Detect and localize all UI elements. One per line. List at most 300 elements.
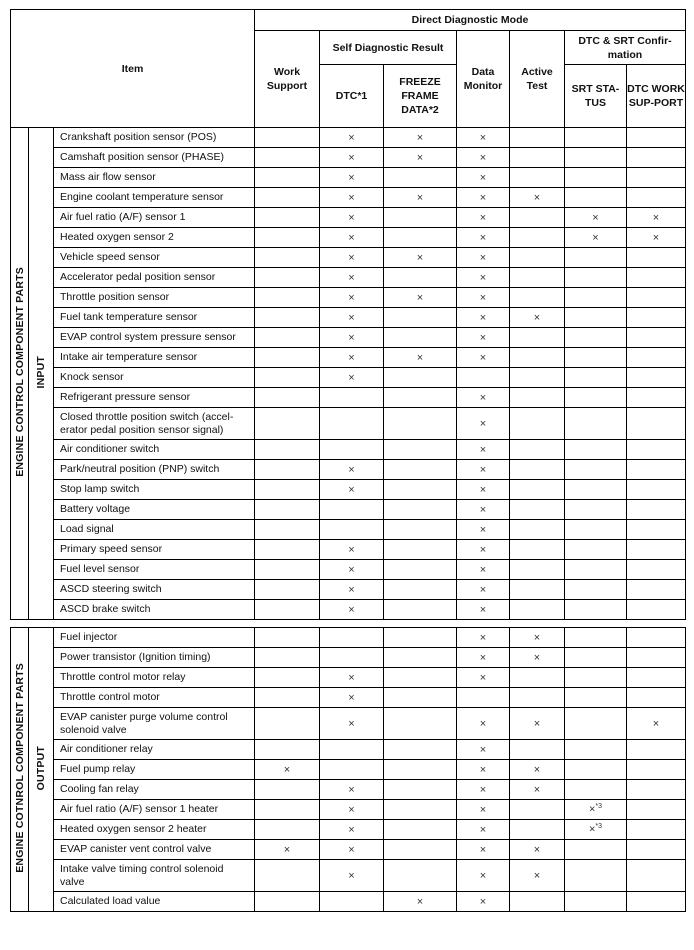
check-mark: × <box>320 288 384 308</box>
check-mark: × <box>457 780 510 800</box>
item-name: ASCD brake switch <box>54 600 255 620</box>
empty-cell <box>510 668 565 688</box>
empty-cell <box>384 628 457 648</box>
empty-cell <box>627 348 686 368</box>
empty-cell <box>627 440 686 460</box>
empty-cell <box>510 148 565 168</box>
empty-cell <box>255 708 320 740</box>
empty-cell <box>565 860 627 892</box>
table-row <box>11 648 686 668</box>
empty-cell <box>384 228 457 248</box>
check-mark: × <box>510 708 565 740</box>
empty-cell <box>510 348 565 368</box>
check-mark: × <box>457 740 510 760</box>
item-name: Stop lamp switch <box>54 480 255 500</box>
empty-cell <box>510 440 565 460</box>
check-mark: × <box>457 520 510 540</box>
empty-cell <box>565 368 627 388</box>
empty-cell <box>320 440 384 460</box>
item-name: Power transistor (Ignition timing) <box>54 648 255 668</box>
empty-cell <box>627 820 686 840</box>
empty-cell <box>320 500 384 520</box>
check-mark: × <box>457 288 510 308</box>
table-row <box>11 128 686 148</box>
empty-cell <box>565 128 627 148</box>
check-mark: × <box>457 408 510 440</box>
empty-cell <box>510 248 565 268</box>
check-mark: × <box>384 288 457 308</box>
empty-cell <box>384 820 457 840</box>
empty-cell <box>320 760 384 780</box>
empty-cell <box>255 148 320 168</box>
table-row <box>11 740 686 760</box>
empty-cell <box>510 388 565 408</box>
check-mark: × <box>565 228 627 248</box>
check-mark: × <box>510 760 565 780</box>
check-mark: × <box>457 760 510 780</box>
check-mark: × <box>457 208 510 228</box>
empty-cell <box>565 248 627 268</box>
empty-cell <box>384 480 457 500</box>
empty-cell <box>255 688 320 708</box>
table-row <box>11 820 686 840</box>
check-mark: × <box>457 860 510 892</box>
table-row <box>11 208 686 228</box>
check-mark: × <box>320 668 384 688</box>
empty-cell <box>565 460 627 480</box>
item-name: Camshaft position sensor (PHASE) <box>54 148 255 168</box>
empty-cell <box>627 860 686 892</box>
item-name: Mass air flow sensor <box>54 168 255 188</box>
empty-cell <box>510 520 565 540</box>
item-name: Calculated load value <box>54 892 255 912</box>
item-name: Throttle position sensor <box>54 288 255 308</box>
empty-cell <box>627 188 686 208</box>
check-mark: × <box>320 248 384 268</box>
category-text: ENGINE COTNROL COMPONENT PARTS <box>13 663 26 873</box>
empty-cell <box>627 688 686 708</box>
empty-cell <box>384 460 457 480</box>
empty-cell <box>384 648 457 668</box>
empty-cell <box>320 628 384 648</box>
empty-cell <box>255 268 320 288</box>
empty-cell <box>255 800 320 820</box>
empty-cell <box>565 188 627 208</box>
empty-cell <box>565 148 627 168</box>
empty-cell <box>627 648 686 668</box>
empty-cell <box>320 520 384 540</box>
header-work-support: Work Support <box>255 31 320 128</box>
empty-cell <box>627 408 686 440</box>
check-mark: × <box>457 388 510 408</box>
empty-cell <box>627 600 686 620</box>
check-mark: × <box>320 540 384 560</box>
item-name: EVAP canister purge volume control solenoid valve <box>54 708 255 740</box>
empty-cell <box>384 328 457 348</box>
empty-cell <box>627 840 686 860</box>
empty-cell <box>565 500 627 520</box>
table-row <box>11 840 686 860</box>
check-mark: × <box>565 208 627 228</box>
check-mark: × <box>320 268 384 288</box>
check-mark: × <box>510 628 565 648</box>
check-mark: × <box>457 600 510 620</box>
empty-cell <box>384 860 457 892</box>
item-name: EVAP control system pressure sensor <box>54 328 255 348</box>
empty-cell <box>255 580 320 600</box>
empty-cell <box>384 760 457 780</box>
table-row <box>11 228 686 248</box>
check-mark: × <box>255 840 320 860</box>
empty-cell <box>384 800 457 820</box>
empty-cell <box>384 500 457 520</box>
item-name: Fuel injector <box>54 628 255 648</box>
empty-cell <box>255 440 320 460</box>
footnote-mark: *3 <box>595 823 603 831</box>
empty-cell <box>255 780 320 800</box>
empty-cell <box>565 560 627 580</box>
table-row <box>11 408 686 440</box>
check-mark: × <box>457 560 510 580</box>
item-name: Refrigerant pressure sensor <box>54 388 255 408</box>
empty-cell <box>510 268 565 288</box>
subcategory-label <box>29 628 54 912</box>
check-mark: × <box>320 480 384 500</box>
check-mark: × <box>510 188 565 208</box>
check-mark: × <box>320 840 384 860</box>
empty-cell <box>320 388 384 408</box>
empty-cell <box>565 708 627 740</box>
check-mark: × <box>457 480 510 500</box>
check-mark: × <box>457 328 510 348</box>
check-mark: × <box>320 708 384 740</box>
empty-cell <box>565 520 627 540</box>
empty-cell <box>384 600 457 620</box>
check-mark: × <box>457 128 510 148</box>
empty-cell <box>627 248 686 268</box>
empty-cell <box>255 820 320 840</box>
table-row <box>11 560 686 580</box>
check-mark: × <box>384 892 457 912</box>
empty-cell <box>384 540 457 560</box>
empty-cell <box>510 820 565 840</box>
empty-cell <box>510 288 565 308</box>
empty-cell <box>384 740 457 760</box>
empty-cell <box>627 560 686 580</box>
empty-cell <box>565 288 627 308</box>
empty-cell <box>565 740 627 760</box>
empty-cell <box>627 668 686 688</box>
diagnostic-mode-table <box>10 9 686 912</box>
empty-cell <box>627 308 686 328</box>
empty-cell <box>510 580 565 600</box>
empty-cell <box>320 408 384 440</box>
check-mark: × <box>384 148 457 168</box>
item-name: Fuel tank temperature sensor <box>54 308 255 328</box>
empty-cell <box>255 628 320 648</box>
check-mark: × <box>457 188 510 208</box>
empty-cell <box>384 168 457 188</box>
item-name: Vehicle speed sensor <box>54 248 255 268</box>
empty-cell <box>565 328 627 348</box>
empty-cell <box>255 408 320 440</box>
check-mark: × <box>457 628 510 648</box>
check-mark: × <box>457 840 510 860</box>
empty-cell <box>565 840 627 860</box>
empty-cell <box>510 800 565 820</box>
check-mark: × <box>457 708 510 740</box>
empty-cell <box>565 628 627 648</box>
empty-cell <box>255 248 320 268</box>
empty-cell <box>627 268 686 288</box>
table-row <box>11 480 686 500</box>
table-row <box>11 800 686 820</box>
table-row <box>11 520 686 540</box>
empty-cell <box>565 892 627 912</box>
empty-cell <box>565 480 627 500</box>
item-name: Engine coolant temperature sensor <box>54 188 255 208</box>
empty-cell <box>384 708 457 740</box>
empty-cell <box>627 500 686 520</box>
check-mark: × <box>457 268 510 288</box>
item-name: Cooling fan relay <box>54 780 255 800</box>
empty-cell <box>627 388 686 408</box>
check-mark: × <box>627 228 686 248</box>
check-mark: × <box>320 348 384 368</box>
empty-cell <box>384 780 457 800</box>
check-mark: × <box>457 248 510 268</box>
check-mark: × <box>320 460 384 480</box>
empty-cell <box>565 648 627 668</box>
empty-cell <box>565 580 627 600</box>
header-dtc: DTC*1 <box>320 65 384 128</box>
check-mark: × <box>457 228 510 248</box>
empty-cell <box>255 188 320 208</box>
check-mark: × <box>320 688 384 708</box>
empty-cell <box>510 460 565 480</box>
check-mark: × <box>510 780 565 800</box>
category-label <box>11 628 29 912</box>
empty-cell <box>320 648 384 668</box>
empty-cell <box>384 688 457 708</box>
item-name: Fuel level sensor <box>54 560 255 580</box>
subcategory-text: INPUT <box>35 355 47 389</box>
empty-cell <box>565 408 627 440</box>
empty-cell <box>255 540 320 560</box>
table-row <box>11 388 686 408</box>
table-row <box>11 168 686 188</box>
check-mark: × <box>457 892 510 912</box>
check-mark: ×$^{*3}$ <box>565 800 627 820</box>
item-name: Heated oxygen sensor 2 heater <box>54 820 255 840</box>
check-mark: × <box>320 580 384 600</box>
empty-cell <box>384 408 457 440</box>
empty-cell <box>384 208 457 228</box>
empty-cell <box>457 368 510 388</box>
check-mark: × <box>384 128 457 148</box>
table-row <box>11 688 686 708</box>
empty-cell <box>510 480 565 500</box>
empty-cell <box>255 388 320 408</box>
check-mark: × <box>510 860 565 892</box>
header-freeze-frame-data: FREEZE FRAME DATA*2 <box>384 65 457 128</box>
empty-cell <box>565 780 627 800</box>
empty-cell <box>255 500 320 520</box>
item-name: Fuel pump relay <box>54 760 255 780</box>
empty-cell <box>255 328 320 348</box>
check-mark: × <box>320 188 384 208</box>
empty-cell <box>510 168 565 188</box>
item-name: Throttle control motor <box>54 688 255 708</box>
table-row <box>11 892 686 912</box>
check-mark: × <box>457 460 510 480</box>
table-header <box>11 10 686 128</box>
empty-cell <box>255 308 320 328</box>
item-name: Throttle control motor relay <box>54 668 255 688</box>
empty-cell <box>565 440 627 460</box>
check-mark: × <box>320 328 384 348</box>
footnote-mark: *3 <box>595 803 603 811</box>
table-row <box>11 440 686 460</box>
empty-cell <box>627 368 686 388</box>
table-row <box>11 628 686 648</box>
item-name: Crankshaft position sensor (POS) <box>54 128 255 148</box>
check-mark: × <box>457 540 510 560</box>
empty-cell <box>565 308 627 328</box>
table-row <box>11 860 686 892</box>
empty-cell <box>320 740 384 760</box>
empty-cell <box>255 520 320 540</box>
empty-cell <box>510 500 565 520</box>
check-mark: × <box>457 440 510 460</box>
empty-cell <box>565 760 627 780</box>
empty-cell <box>627 580 686 600</box>
empty-cell <box>255 600 320 620</box>
empty-cell <box>255 668 320 688</box>
table-row <box>11 668 686 688</box>
empty-cell <box>384 308 457 328</box>
category-text: ENGINE CONTROL COMPONENT PARTS <box>13 267 26 477</box>
check-mark: × <box>320 820 384 840</box>
empty-cell <box>255 648 320 668</box>
table-row <box>11 328 686 348</box>
empty-cell <box>510 560 565 580</box>
empty-cell <box>384 668 457 688</box>
check-mark: × <box>320 308 384 328</box>
check-mark: × <box>457 580 510 600</box>
empty-cell <box>565 540 627 560</box>
subcategory-text: OUTPUT <box>35 745 47 791</box>
empty-cell <box>565 600 627 620</box>
check-mark: × <box>510 308 565 328</box>
check-mark: × <box>627 208 686 228</box>
item-name: ASCD steering switch <box>54 580 255 600</box>
empty-cell <box>627 168 686 188</box>
check-mark: × <box>320 208 384 228</box>
empty-cell <box>255 168 320 188</box>
check-mark: × <box>457 168 510 188</box>
empty-cell <box>510 368 565 388</box>
item-name: Intake valve timing control solenoid valve <box>54 860 255 892</box>
empty-cell <box>255 560 320 580</box>
check-mark: × <box>320 560 384 580</box>
empty-cell <box>384 268 457 288</box>
empty-cell <box>384 440 457 460</box>
empty-cell <box>320 892 384 912</box>
empty-cell <box>627 892 686 912</box>
empty-cell <box>457 688 510 708</box>
item-name: Air fuel ratio (A/F) sensor 1 <box>54 208 255 228</box>
check-mark: × <box>384 248 457 268</box>
empty-cell <box>384 560 457 580</box>
empty-cell <box>255 860 320 892</box>
section-gap <box>11 620 686 628</box>
empty-cell <box>565 668 627 688</box>
header-srt-status: SRT STA-TUS <box>565 65 627 128</box>
check-mark: × <box>510 840 565 860</box>
empty-cell <box>384 580 457 600</box>
empty-cell <box>627 800 686 820</box>
item-name: Air conditioner switch <box>54 440 255 460</box>
empty-cell <box>255 208 320 228</box>
empty-cell <box>627 480 686 500</box>
table-row <box>11 188 686 208</box>
check-mark: × <box>457 820 510 840</box>
check-mark: × <box>320 228 384 248</box>
empty-cell <box>384 388 457 408</box>
check-mark: × <box>320 148 384 168</box>
table-row <box>11 368 686 388</box>
empty-cell <box>627 740 686 760</box>
empty-cell <box>384 840 457 860</box>
empty-cell <box>255 460 320 480</box>
table-row <box>11 760 686 780</box>
item-name: Air conditioner relay <box>54 740 255 760</box>
empty-cell <box>627 288 686 308</box>
empty-cell <box>255 368 320 388</box>
empty-cell <box>510 228 565 248</box>
empty-cell <box>510 540 565 560</box>
check-mark: × <box>457 648 510 668</box>
item-name: Intake air temperature sensor <box>54 348 255 368</box>
check-mark: × <box>457 148 510 168</box>
table-row <box>11 708 686 740</box>
check-mark: × <box>384 188 457 208</box>
header-data-monitor: Data Monitor <box>457 31 510 128</box>
check-mark: × <box>384 348 457 368</box>
check-mark: × <box>320 600 384 620</box>
header-self-diagnostic-result: Self Diagnostic Result <box>320 31 457 65</box>
header-active-test: Active Test <box>510 31 565 128</box>
empty-cell <box>510 128 565 148</box>
table-row <box>11 540 686 560</box>
check-mark: × <box>510 648 565 668</box>
empty-cell <box>510 688 565 708</box>
table-row <box>11 308 686 328</box>
table-row <box>11 580 686 600</box>
item-name: Knock sensor <box>54 368 255 388</box>
empty-cell <box>565 168 627 188</box>
table-row <box>11 248 686 268</box>
empty-cell <box>565 268 627 288</box>
empty-cell <box>627 328 686 348</box>
table-row <box>11 288 686 308</box>
subcategory-label <box>29 128 54 620</box>
check-mark: × <box>320 780 384 800</box>
item-name: Primary speed sensor <box>54 540 255 560</box>
table-row <box>11 500 686 520</box>
empty-cell <box>510 328 565 348</box>
